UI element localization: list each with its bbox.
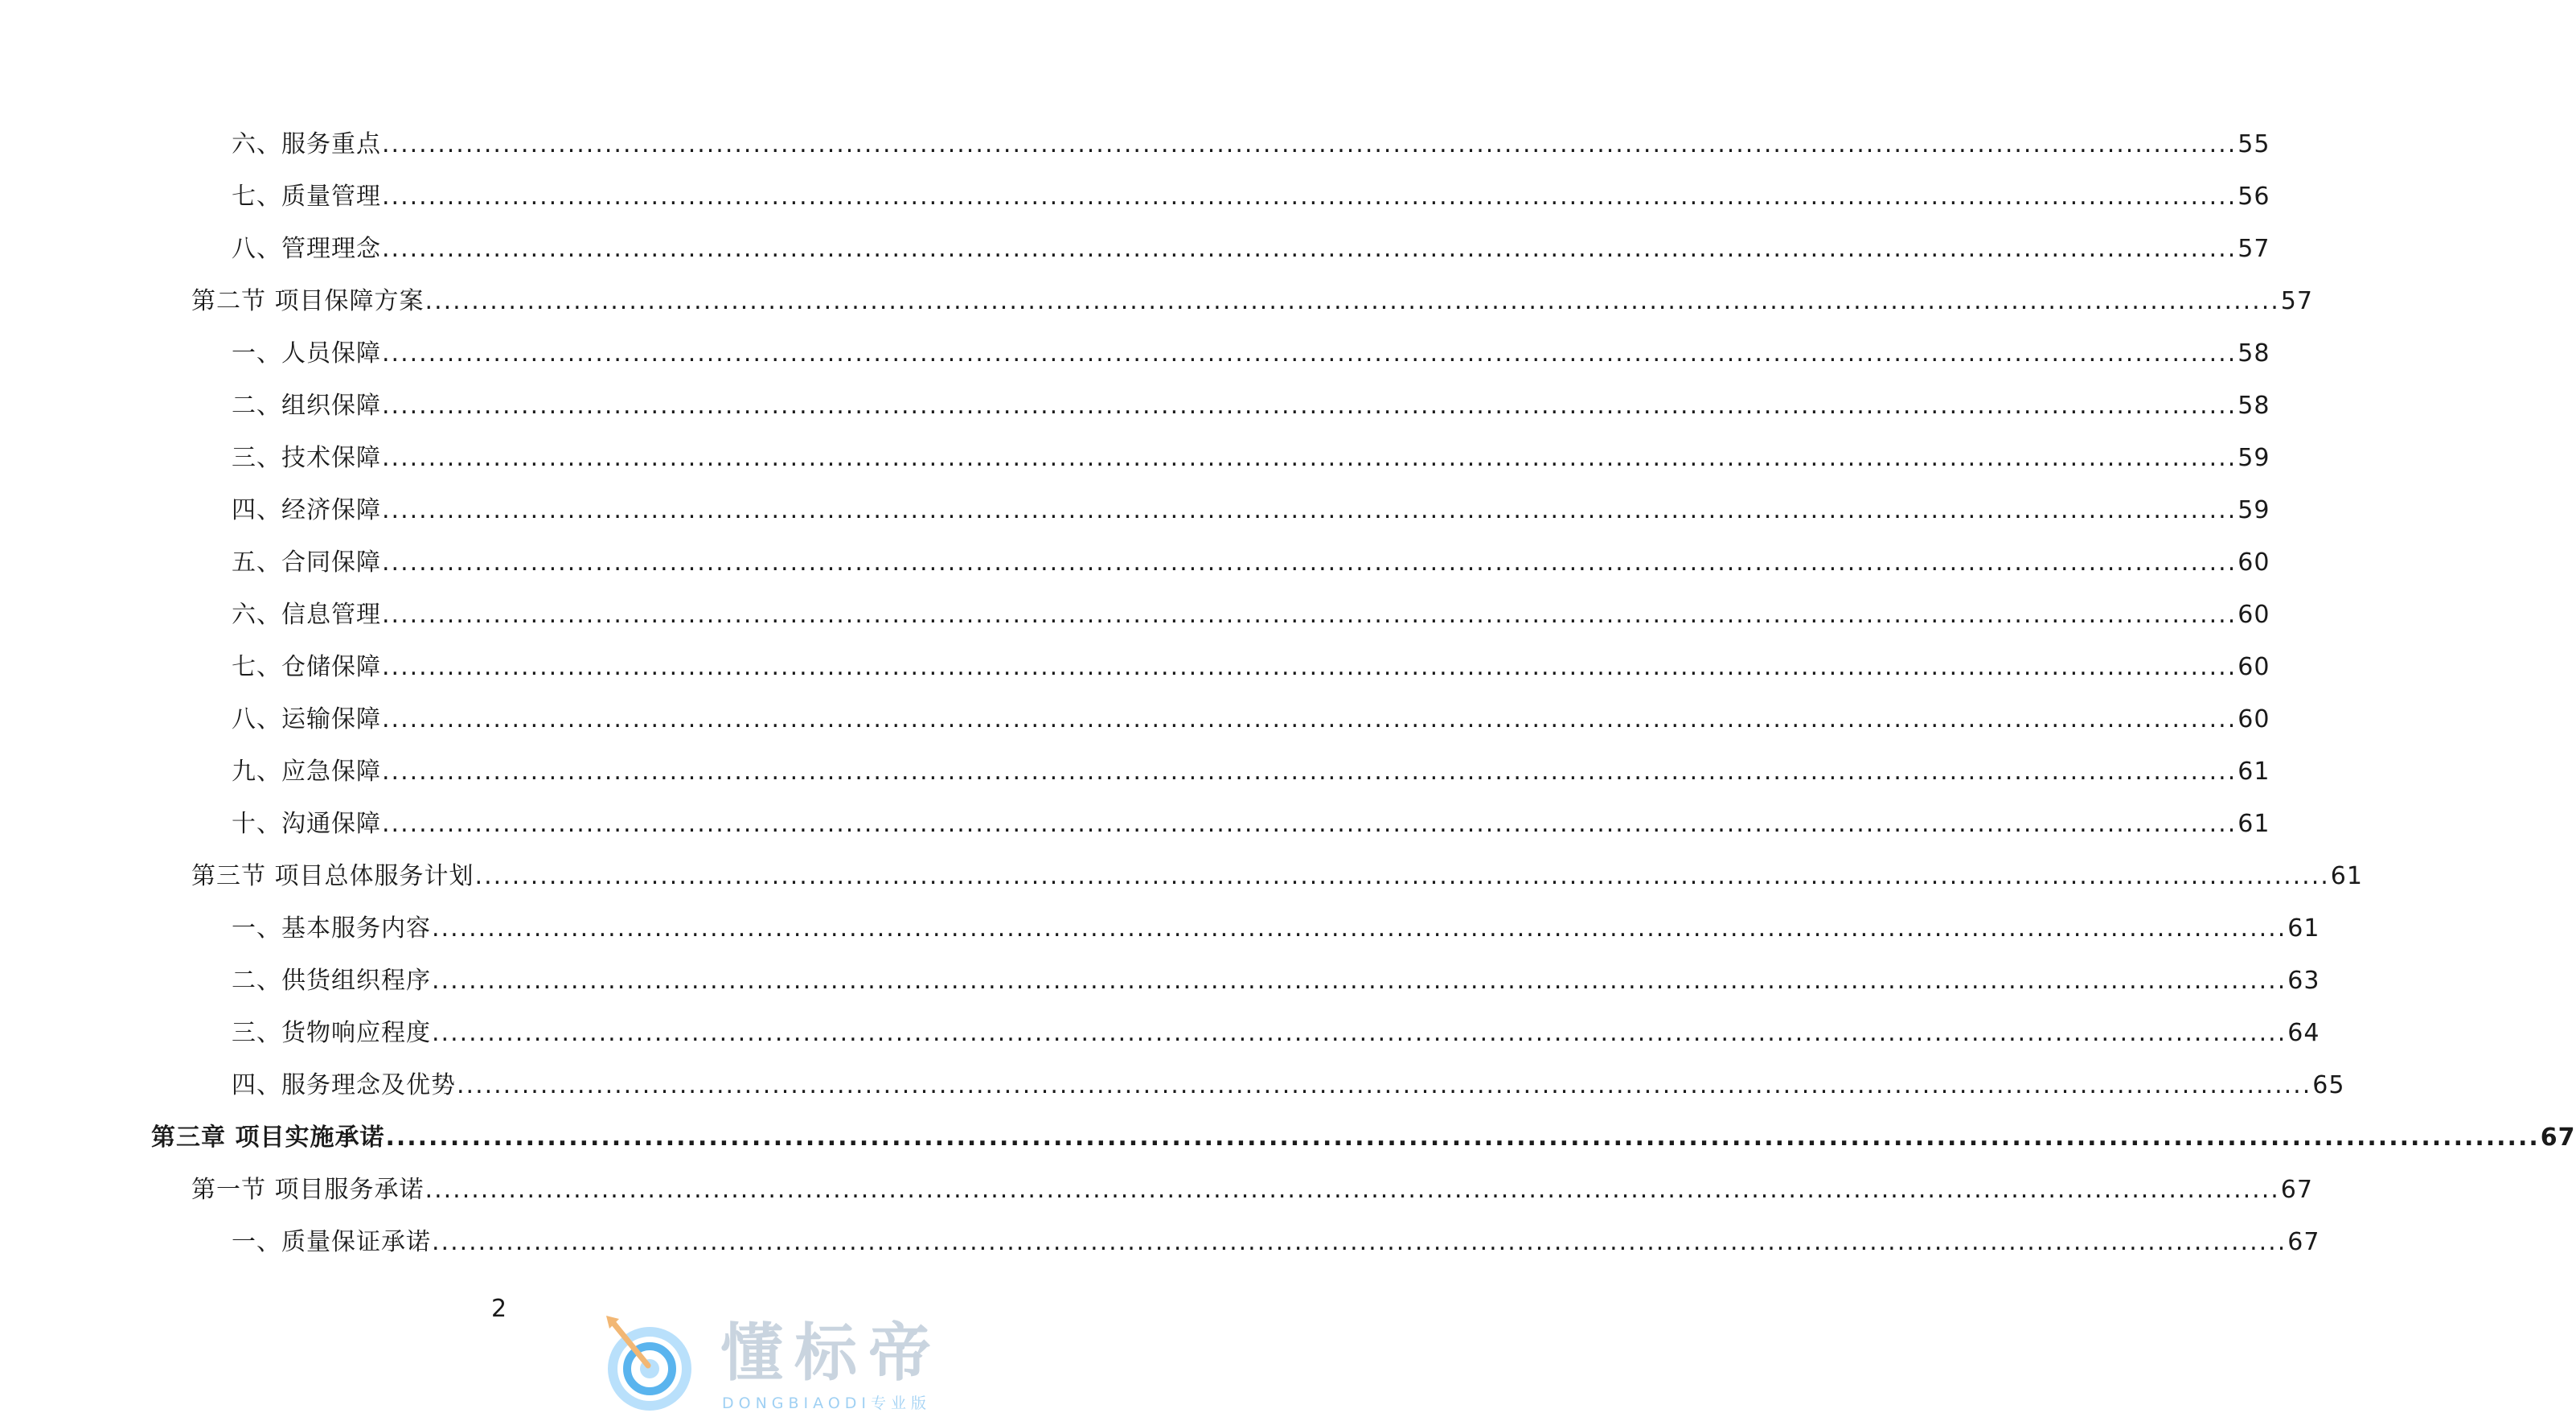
toc-entry-label: 第一节 项目服务承诺 xyxy=(191,1176,425,1204)
toc-entry-label: 八、运输保障 xyxy=(232,705,381,733)
toc-entry-page: 67 xyxy=(2280,1176,2313,1204)
toc-entry-page: 64 xyxy=(2287,1019,2320,1047)
toc-entry-page: 61 xyxy=(2287,914,2320,943)
toc-entry[interactable] xyxy=(0,808,2270,861)
toc-entry[interactable] xyxy=(0,442,2270,495)
toc-entry-label: 二、供货组织程序 xyxy=(232,967,431,995)
toc-entry-page: 56 xyxy=(2238,183,2270,211)
toc-entry[interactable] xyxy=(0,390,2270,442)
toc-entry-page: 61 xyxy=(2238,758,2270,786)
toc-entry[interactable] xyxy=(0,181,2270,233)
toc-entry-page: 60 xyxy=(2238,653,2270,681)
dot-leader: ........................................................................................................................................................................................................ xyxy=(382,653,2238,681)
toc-entry-label: 十、沟通保障 xyxy=(232,810,381,838)
toc-entry-page: 59 xyxy=(2238,444,2270,472)
toc-entry[interactable] xyxy=(0,495,2270,547)
dot-leader: ........................................................................................................................................................................................................ xyxy=(382,548,2238,577)
dot-leader: ........................................................................................................................................................................................................ xyxy=(382,810,2238,838)
dot-leader: ........................................................................................................................................................................................................ xyxy=(425,1176,2280,1204)
toc-entry[interactable] xyxy=(0,1070,2345,1122)
toc-entry-page: 58 xyxy=(2238,392,2270,420)
dot-leader: ........................................................................................................................................................................................................ xyxy=(474,862,2330,890)
toc-entry-label: 一、基本服务内容 xyxy=(232,914,431,943)
dot-leader: ........................................................................................................................................................................................................ xyxy=(457,1071,2312,1099)
toc-entry[interactable] xyxy=(0,861,2363,913)
toc-entry[interactable] xyxy=(0,599,2270,651)
toc-entry-page: 67 xyxy=(2287,1228,2320,1256)
target-arrow-icon xyxy=(600,1316,700,1411)
dot-leader: ........................................................................................................................................................................................................ xyxy=(382,130,2238,158)
toc-entry[interactable] xyxy=(0,651,2270,704)
toc-entry[interactable] xyxy=(0,756,2270,808)
dot-leader: ........................................................................................................................................................................................................ xyxy=(382,496,2238,524)
toc-entry-page: 60 xyxy=(2238,705,2270,733)
toc-entry[interactable] xyxy=(0,338,2270,390)
toc-entry-label: 六、服务重点 xyxy=(232,130,381,158)
toc-entry-page: 59 xyxy=(2238,496,2270,524)
toc-entry-label: 四、经济保障 xyxy=(232,496,381,524)
toc-entry-label: 第三节 项目总体服务计划 xyxy=(191,862,474,890)
toc-entry-label: 六、信息管理 xyxy=(232,601,381,629)
toc-entry[interactable] xyxy=(0,1174,2313,1226)
dot-leader: ........................................................................................................................................................................................................ xyxy=(425,287,2280,315)
toc-entry-page: 60 xyxy=(2238,601,2270,629)
toc-entry-page: 57 xyxy=(2238,235,2270,263)
toc-entry-label: 三、技术保障 xyxy=(232,444,381,472)
watermark-subtitle: DONGBIAODI专业版 xyxy=(722,1395,932,1412)
toc-entry-label: 七、质量管理 xyxy=(232,183,381,211)
toc-entry[interactable] xyxy=(0,1122,2576,1174)
watermark-name: 懂标帝 xyxy=(720,1317,943,1390)
toc-entry-page: 61 xyxy=(2330,862,2363,890)
table-of-contents xyxy=(0,129,2576,1279)
dot-leader: ........................................................................................................................................................................................................ xyxy=(382,601,2238,629)
toc-entry-page: 57 xyxy=(2280,287,2313,315)
toc-entry-label: 一、人员保障 xyxy=(232,339,381,368)
dot-leader: ........................................................................................................................................................................................................ xyxy=(382,705,2238,733)
toc-entry-page: 63 xyxy=(2287,967,2320,995)
toc-entry[interactable] xyxy=(0,913,2320,965)
toc-entry-label: 七、仓储保障 xyxy=(232,653,381,681)
dot-leader: ........................................................................................................................................................................................................ xyxy=(432,1019,2287,1047)
toc-entry-page: 55 xyxy=(2238,130,2270,158)
toc-entry-label: 五、合同保障 xyxy=(232,548,381,577)
dot-leader: ........................................................................................................................................................................................................ xyxy=(382,758,2238,786)
toc-entry-label: 第三章 项目实施承诺 xyxy=(151,1123,385,1152)
toc-entry-label: 一、质量保证承诺 xyxy=(232,1228,431,1256)
toc-entry-page: 67 xyxy=(2540,1123,2576,1152)
toc-entry[interactable] xyxy=(0,704,2270,756)
toc-entry[interactable] xyxy=(0,965,2320,1017)
dot-leader: ........................................................................................................................................................................................................ xyxy=(432,914,2287,943)
toc-entry-label: 第二节 项目保障方案 xyxy=(191,287,425,315)
dot-leader: ........................................................................................................................................................................................................ xyxy=(382,183,2238,211)
toc-entry-label: 二、组织保障 xyxy=(232,392,381,420)
toc-entry-label: 九、应急保障 xyxy=(232,758,381,786)
toc-entry-page: 60 xyxy=(2238,548,2270,577)
toc-entry-page: 58 xyxy=(2238,339,2270,368)
dot-leader: ........................................................................................................................................................................................................ xyxy=(382,392,2238,420)
toc-entry-label: 八、管理理念 xyxy=(232,235,381,263)
dot-leader: ........................................................................................................................................................................................................ xyxy=(432,1228,2287,1256)
dot-leader: ........................................................................................................................................................................................................ xyxy=(382,339,2238,368)
toc-entry-page: 61 xyxy=(2238,810,2270,838)
page-number: 2 xyxy=(490,1295,507,1323)
toc-entry[interactable] xyxy=(0,547,2270,599)
toc-entry[interactable] xyxy=(0,129,2270,181)
dot-leader: ........................................................................................................................................................................................................ xyxy=(382,235,2238,263)
toc-entry[interactable] xyxy=(0,285,2313,338)
watermark xyxy=(600,1316,978,1411)
toc-entry[interactable] xyxy=(0,1226,2320,1279)
toc-entry-label: 三、货物响应程度 xyxy=(232,1019,431,1047)
dot-leader: ........................................................................................................................................................................................................ xyxy=(432,967,2287,995)
toc-entry-page: 65 xyxy=(2312,1071,2345,1099)
dot-leader: ........................................................................................................................................................................................................ xyxy=(382,444,2238,472)
toc-entry[interactable] xyxy=(0,233,2270,285)
toc-entry-label: 四、服务理念及优势 xyxy=(232,1071,456,1099)
toc-entry[interactable] xyxy=(0,1017,2320,1070)
dot-leader: ........................................................................................................................................................................................................ xyxy=(385,1123,2540,1152)
